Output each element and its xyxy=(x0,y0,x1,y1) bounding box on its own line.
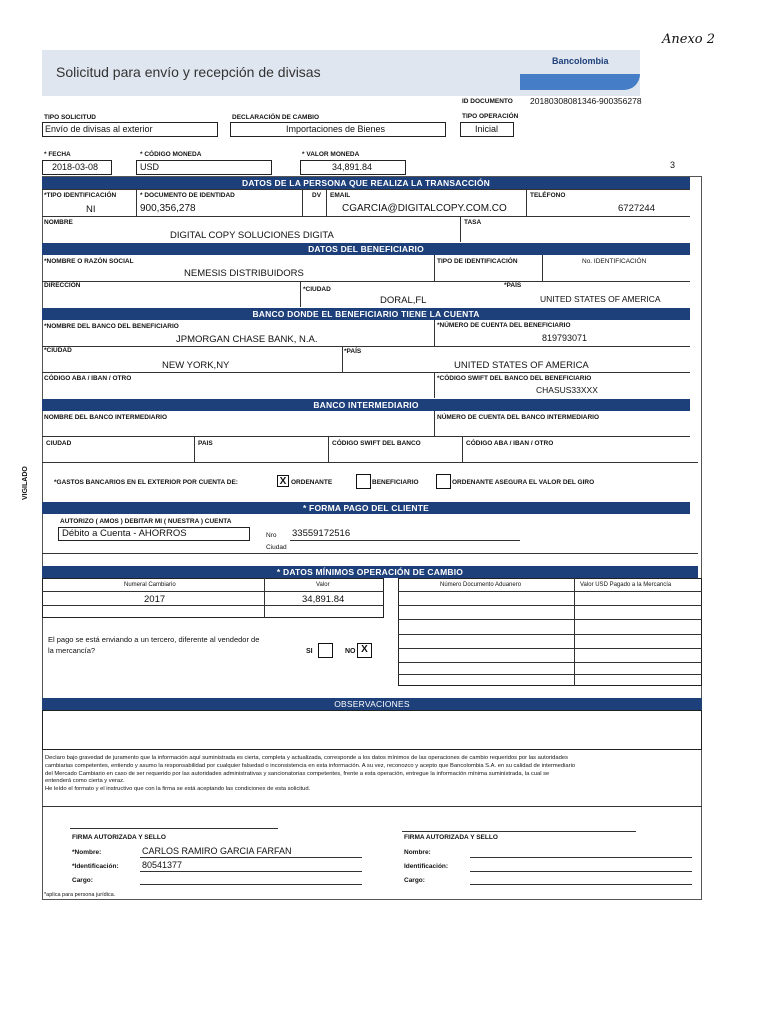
rule xyxy=(398,662,702,663)
rule xyxy=(462,436,463,462)
rule xyxy=(342,346,343,372)
inter-nombre-label: NOMBRE DEL BANCO INTERMEDIARIO xyxy=(44,414,168,421)
rule xyxy=(42,591,384,592)
rule xyxy=(140,884,362,885)
rule xyxy=(470,871,692,872)
autorizo-label: AUTORIZO ( AMOS ) DEBITAR MI ( NUESTRA ) CUENTA xyxy=(60,518,232,525)
firma-nombre: CARLOS RAMIRO GARCIA FARFAN xyxy=(142,846,292,856)
rule xyxy=(194,436,195,462)
cuenta: Débito a Cuenta - AHORROS xyxy=(62,528,187,539)
rule xyxy=(140,857,362,858)
tipo-operacion-label: TIPO OPERACIÓN xyxy=(462,113,519,120)
rule xyxy=(42,216,690,217)
rule xyxy=(460,216,461,242)
banco-ciudad-label: *CIUDAD xyxy=(44,347,72,354)
banco-pais-label: *PAÍS xyxy=(344,348,362,355)
valor-moneda-label: * VALOR MONEDA xyxy=(302,151,360,158)
rule xyxy=(300,281,301,307)
firma-left-title: FIRMA AUTORIZADA Y SELLO xyxy=(72,834,166,841)
ciudad-pago-label: Ciudad xyxy=(266,544,287,551)
beneficiario-option-label: BENEFICIARIO xyxy=(372,479,419,486)
banco-cuenta-label: *NÚMERO DE CUENTA DEL BENEFICIARIO xyxy=(437,322,571,329)
inter-swift-label: CÓDIGO SWIFT DEL BANCO xyxy=(332,440,421,447)
inter-aba-label: CÓDIGO ABA / IBAN / OTRO xyxy=(466,440,554,447)
col-doc: Número Documento Aduanero xyxy=(440,582,522,588)
signature-line-left xyxy=(70,828,278,829)
rule xyxy=(264,578,265,618)
tercero-q1: El pago se está enviando a un tercero, diferente al vendedor de xyxy=(48,635,260,644)
si-checkbox[interactable] xyxy=(318,643,333,658)
banco-swift-label: *CÓDIGO SWIFT DEL BANCO DEL BENEFICIARIO xyxy=(437,375,592,382)
nombre-label: NOMBRE xyxy=(44,219,73,226)
firma-r-nombre-label: Nombre: xyxy=(404,849,431,856)
ordenante-label: ORDENANTE xyxy=(291,479,333,486)
rule xyxy=(42,806,702,807)
codigo-moneda: USD xyxy=(140,162,160,172)
decl-line-1: Declaro bajo gravedad de juramento que la información aquí suministrada es cierta, completa y actualizada, corresponde a los datos mínimos de las operaciones de cambio requeridos por las autoridades xyxy=(45,755,568,761)
rule xyxy=(398,605,702,606)
banco-ciudad: NEW YORK,NY xyxy=(162,360,230,371)
inter-pais-label: PAIS xyxy=(198,440,213,447)
si-label: SI xyxy=(306,648,313,655)
minimos-right-table xyxy=(398,578,702,686)
ben-pais-label: *PAÍS xyxy=(504,282,522,289)
dv-label: DV xyxy=(312,192,322,199)
rule xyxy=(434,255,435,281)
asegura-checkbox[interactable] xyxy=(436,474,451,489)
no-checkbox[interactable]: X xyxy=(357,643,372,658)
rule xyxy=(42,553,698,554)
firma-r-id-label: Identificación: xyxy=(404,863,449,870)
tercero-q2: la mercancía? xyxy=(48,646,96,655)
fecha-label: * FECHA xyxy=(44,151,71,158)
id-documento-label: ID DOCUMENTO xyxy=(462,98,513,105)
declaracion-label: DECLARACIÓN DE CAMBIO xyxy=(232,114,320,121)
ordenante-checkbox[interactable]: X xyxy=(277,475,289,487)
ben-nombre: NEMESIS DISTRIBUIDORS xyxy=(184,268,304,279)
rule xyxy=(398,619,702,620)
rule xyxy=(470,884,692,885)
page-title: Solicitud para envío y recepción de divisas xyxy=(56,64,321,80)
rule xyxy=(140,871,362,872)
section-minimos: * DATOS MÍNIMOS OPERACIÓN DE CAMBIO xyxy=(42,566,698,578)
rule xyxy=(398,591,702,592)
rule xyxy=(42,372,690,373)
rule xyxy=(42,436,690,437)
declaracion: Importaciones de Bienes xyxy=(286,124,386,134)
rule xyxy=(326,189,327,216)
inter-ciudad-label: CIUDAD xyxy=(46,440,72,447)
rule xyxy=(526,189,527,216)
valor-moneda: 34,891.84 xyxy=(332,162,373,172)
footnote: *aplica para persona jurídica. xyxy=(44,892,116,898)
col-numeral: Numeral Cambiario xyxy=(124,582,176,588)
numeral: 2017 xyxy=(144,594,166,605)
nro: 33559172516 xyxy=(292,528,351,539)
handwritten-annotation: Anexo 2 xyxy=(662,32,716,47)
firma-id-label: *Identificación: xyxy=(72,863,119,870)
tipo-id-label: *TIPO IDENTIFICACIÓN xyxy=(44,192,117,199)
ben-tipo-id-label: TIPO DE IDENTIFICACIÓN xyxy=(437,258,518,265)
vigilado-mark: VIGILADO xyxy=(22,466,29,500)
signature-line-right xyxy=(402,831,636,832)
banco-nombre-label: *NOMBRE DEL BANCO DEL BENEFICIARIO xyxy=(44,323,179,330)
brand-name: Bancolombia xyxy=(552,56,609,66)
rule xyxy=(290,540,520,541)
banco-nombre: JPMORGAN CHASE BANK, N.A. xyxy=(176,334,318,345)
rule xyxy=(398,648,702,649)
codigo-moneda-label: * CÓDIGO MONEDA xyxy=(140,151,202,158)
no-label: NO xyxy=(345,648,356,655)
banco-aba-label: CÓDIGO ABA / IBAN / OTRO xyxy=(44,375,132,382)
col-usd: Valor USD Pagado a la Mercancía xyxy=(580,582,672,588)
fecha: 2018-03-08 xyxy=(52,162,99,172)
id-documento: 20180308081346-900356278 xyxy=(530,96,642,106)
gastos-label: *GASTOS BANCARIOS EN EL EXTERIOR POR CUENTA DE: xyxy=(54,479,238,486)
rule xyxy=(434,320,435,346)
nro-label: Nro xyxy=(266,532,277,539)
section-persona: DATOS DE LA PERSONA QUE REALIZA LA TRANSACCIÓN xyxy=(42,177,690,189)
ben-pais: UNITED STATES OF AMERICA xyxy=(540,294,661,304)
asegura-label: ORDENANTE ASEGURA EL VALOR DEL GIRO xyxy=(452,479,595,486)
rule xyxy=(42,189,690,190)
rule xyxy=(42,605,384,606)
section-intermediario: BANCO INTERMEDIARIO xyxy=(42,399,690,411)
tipo-id: NI xyxy=(86,204,96,215)
telefono: 6727244 xyxy=(618,203,655,214)
rule xyxy=(434,411,435,437)
email: CGARCIA@DIGITALCOPY.COM.CO xyxy=(342,203,507,214)
telefono-label: TELÉFONO xyxy=(530,192,566,199)
valor: 34,891.84 xyxy=(302,594,345,605)
section-observaciones: OBSERVACIONES xyxy=(42,698,702,710)
declaracion-text xyxy=(45,755,700,794)
ben-no-id-label: No. IDENTIFICACIÓN xyxy=(582,258,647,265)
rule xyxy=(470,857,692,858)
direccion-label: DIRECCIÓN xyxy=(44,282,81,289)
rule xyxy=(434,372,435,398)
firma-right-title: FIRMA AUTORIZADA Y SELLO xyxy=(404,834,498,841)
ben-ciudad-label: *CIUDAD xyxy=(303,286,331,293)
brand-logo xyxy=(552,56,609,66)
rule xyxy=(542,255,543,281)
banco-pais: UNITED STATES OF AMERICA xyxy=(454,360,589,371)
brand-swoosh xyxy=(520,74,640,90)
decl-line-2: cambiarias competentes, entiendo y asumo la responsabilidad por cualquier falsedad o inconsistencia en esta información. A su vez, reconozco y acepto que Bancolombia S.A. en su calidad de intermediario xyxy=(45,762,576,769)
rule xyxy=(302,189,303,216)
decl-line-4: entenderá como cierta y veraz. xyxy=(45,778,125,785)
firma-id: 80541377 xyxy=(142,860,183,870)
tipo-solicitud: Envío de divisas al exterior xyxy=(45,124,153,134)
ben-ciudad: DORAL,FL xyxy=(380,295,427,306)
beneficiario-checkbox[interactable] xyxy=(356,474,371,489)
rule xyxy=(42,462,698,463)
firma-cargo-label: Cargo: xyxy=(72,877,93,884)
observaciones-field[interactable] xyxy=(42,710,702,750)
page-number: 3 xyxy=(670,160,676,170)
rule xyxy=(42,281,690,282)
rule xyxy=(398,634,702,635)
rule xyxy=(574,578,575,686)
rule xyxy=(398,674,702,675)
ben-nombre-label: *NOMBRE O RAZÓN SOCIAL xyxy=(44,258,134,265)
firma-nombre-label: *Nombre: xyxy=(72,849,102,856)
decl-line-3: del Mercado Cambiario en caso de ser requerido por las autoridades administrativas y sancionatorias competentes, frente a esta operación, entregue la información mínima suministrada, la cual se xyxy=(45,770,550,777)
nombre: DIGITAL COPY SOLUCIONES DIGITA xyxy=(170,230,334,241)
email-label: EMAIL xyxy=(330,192,351,199)
doc: 900,356,278 xyxy=(140,203,196,214)
banco-cuenta: 819793071 xyxy=(542,333,588,343)
inter-cuenta-label: NÚMERO DE CUENTA DEL BANCO INTERMEDIARIO xyxy=(437,414,600,421)
decl-line-5: He leído el formato y el instructivo que con la firma se está aceptando las condiciones de esta solicitud. xyxy=(45,786,311,793)
tasa-label: TASA xyxy=(464,219,482,226)
rule xyxy=(136,189,137,216)
section-beneficiario: DATOS DEL BENEFICIARIO xyxy=(42,243,690,255)
col-valor: Valor xyxy=(316,582,330,588)
tercero-question xyxy=(48,634,259,656)
section-forma-pago: * FORMA PAGO DEL CLIENTE xyxy=(42,502,690,514)
doc-label: * DOCUMENTO DE IDENTIDAD xyxy=(140,192,235,199)
firma-r-cargo-label: Cargo: xyxy=(404,877,425,884)
rule xyxy=(328,436,329,462)
section-banco: BANCO DONDE EL BENEFICIARIO TIENE LA CUENTA xyxy=(42,308,690,320)
rule xyxy=(42,346,690,347)
banco-swift: CHASUS33XXX xyxy=(536,385,598,395)
tipo-solicitud-label: TIPO SOLICITUD xyxy=(44,114,96,121)
tipo-operacion: Inicial xyxy=(475,124,499,134)
